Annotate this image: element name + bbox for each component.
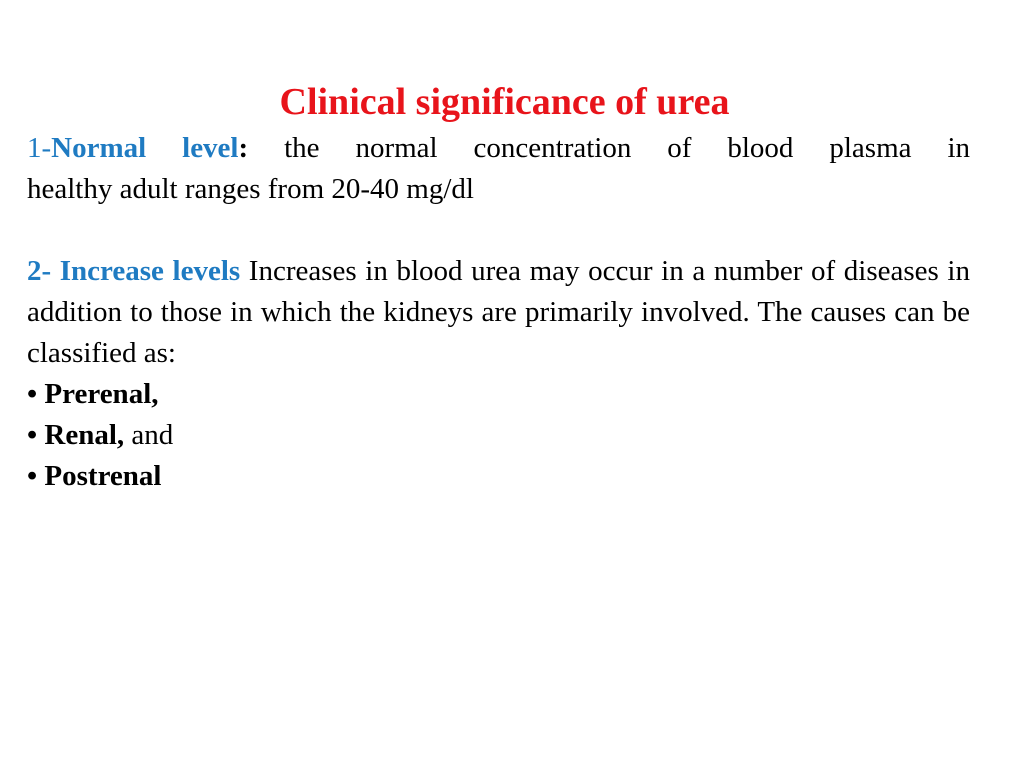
list-item: [27, 456, 970, 497]
cause-label: Prerenal,: [44, 378, 159, 410]
spacer: [27, 210, 970, 251]
cause-suffix: and: [124, 419, 174, 451]
causes-list: [27, 374, 970, 497]
normal-level-heading: Normal level: [51, 132, 239, 164]
bullet-marker: •: [27, 378, 45, 410]
increase-levels-text: Increases in blood urea may occur in a number of diseases in addition to those in which the kidneys are primarily involved. The causes can be classified as:: [27, 255, 970, 369]
normal-level-paragraph-line2: [27, 169, 970, 210]
bullet-marker: •: [27, 460, 45, 492]
increase-levels-heading: 2- Increase levels: [27, 255, 241, 287]
cause-label: Renal,: [44, 419, 125, 451]
normal-level-text-line1: the normal concentration of blood plasma in: [248, 132, 970, 164]
cause-label: Postrenal: [44, 460, 162, 492]
bullet-marker: •: [27, 419, 45, 451]
list-item: [27, 415, 970, 456]
heading-colon: :: [238, 132, 249, 164]
increase-levels-paragraph: [27, 251, 970, 374]
normal-level-paragraph: [27, 128, 970, 169]
normal-level-text-line2: healthy adult ranges from 20-40 mg/dl: [27, 173, 474, 205]
slide-title: Clinical significance of urea: [279, 81, 730, 123]
list-item: [27, 374, 970, 415]
section-number: 1-: [27, 132, 52, 164]
